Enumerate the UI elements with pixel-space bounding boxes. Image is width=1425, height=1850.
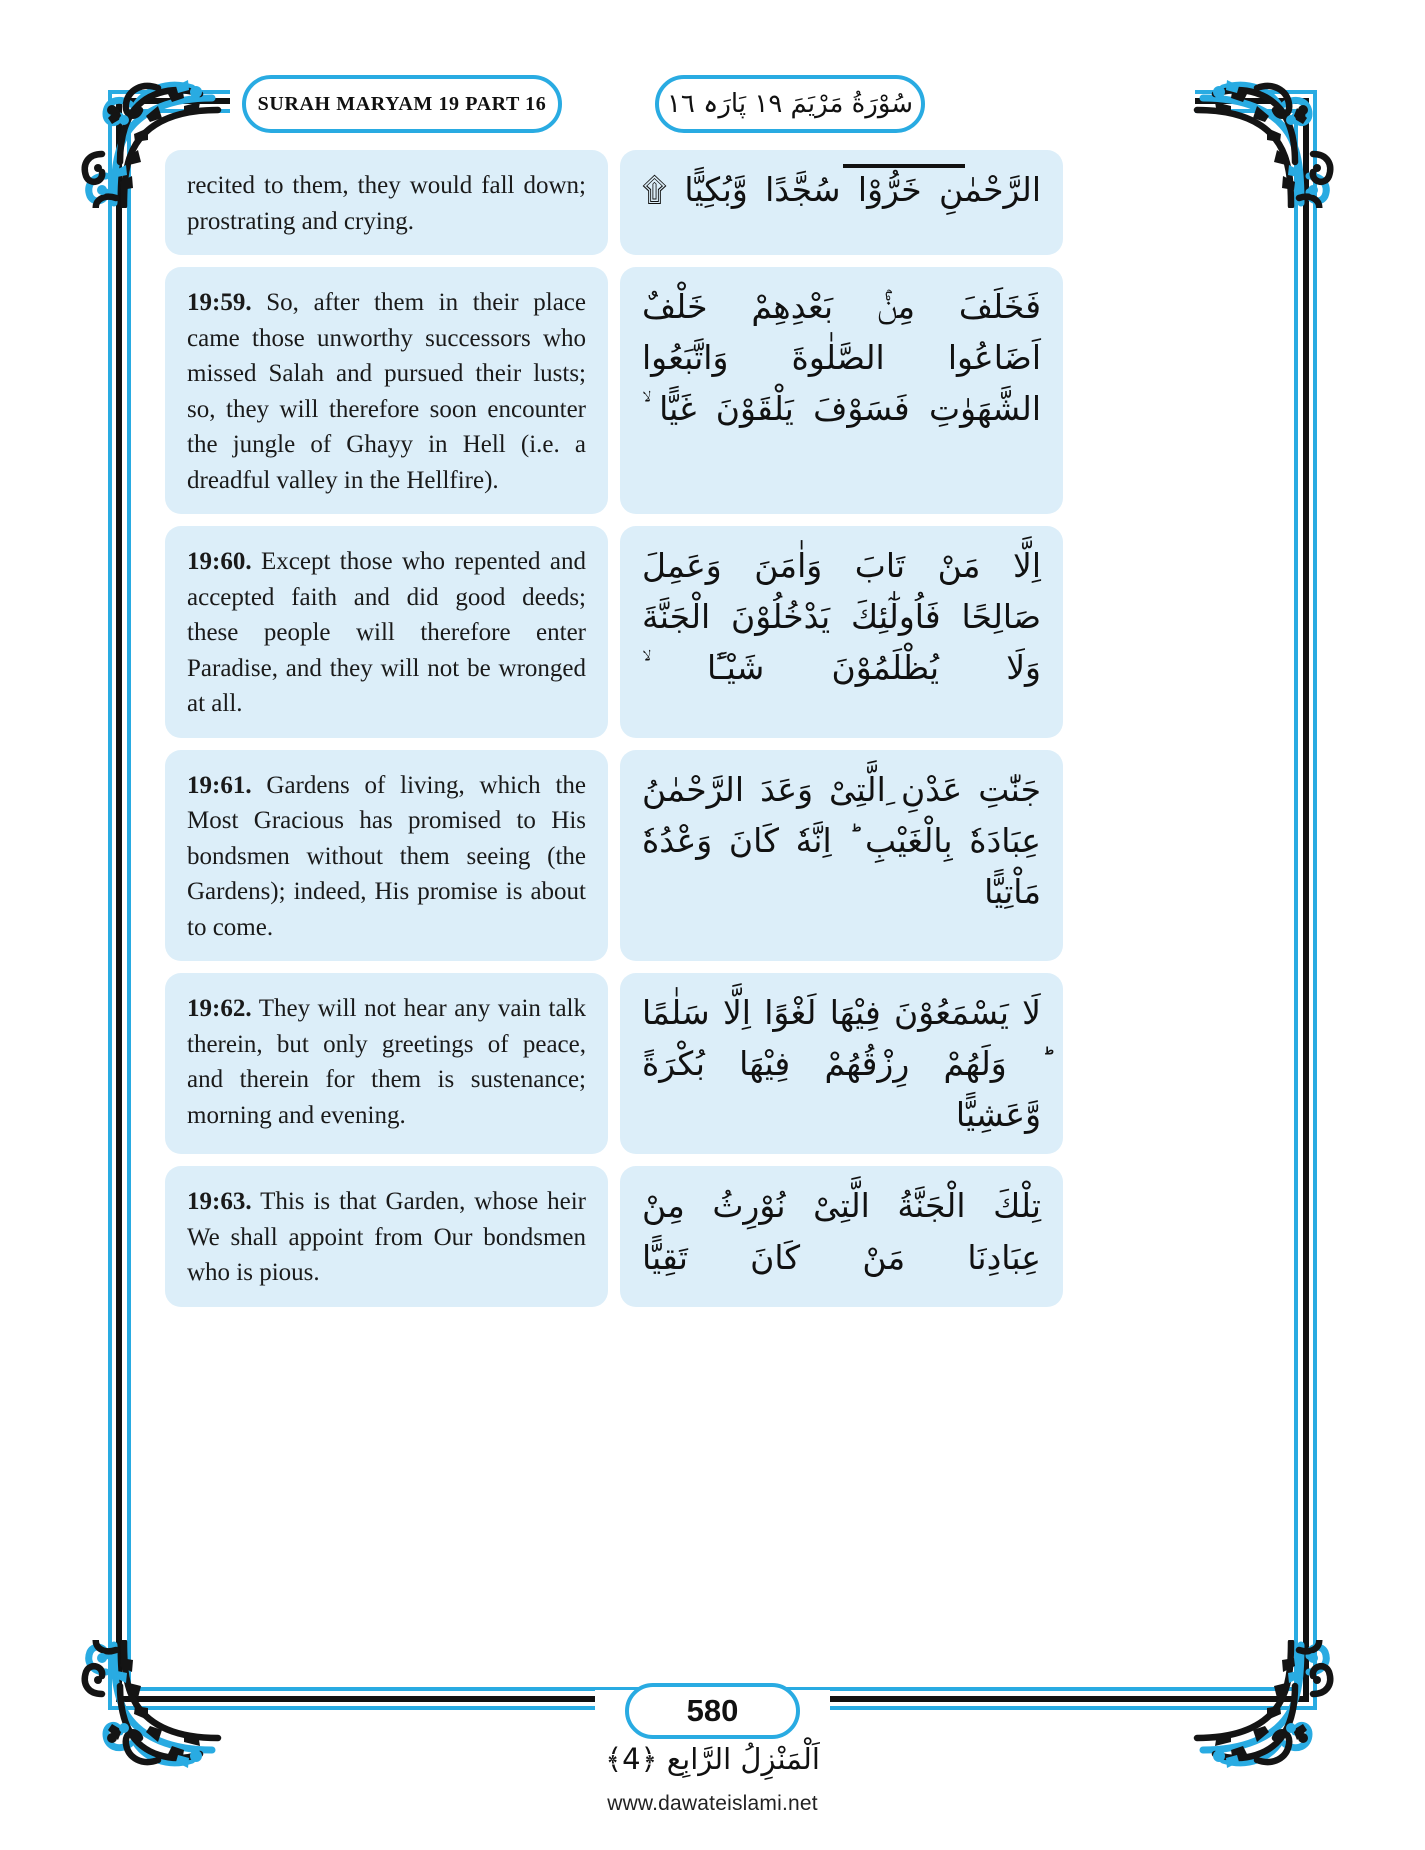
verse-translation-cell	[165, 150, 608, 255]
verse-arabic-text: الرَّحْمٰنِ خَرُّوْا سُجَّدًا وَّبُكِيًّا ۩	[642, 170, 1041, 209]
verse-number: 19:63.	[187, 1188, 252, 1216]
verse-translation-text	[187, 285, 586, 498]
verse-number: 19:62.	[187, 995, 252, 1022]
verse-translation-text	[187, 544, 586, 722]
verse-row	[165, 1166, 1255, 1307]
verse-english: recited to them, they would fall down; prostrating and crying.	[187, 172, 586, 235]
verse-row	[165, 150, 1255, 255]
website-url: www.dawateislami.net	[607, 1792, 818, 1815]
verse-translation-cell	[165, 526, 608, 738]
verse-grid	[165, 150, 1255, 1319]
verse-arabic-cell	[620, 267, 1063, 514]
verse-english: They will not hear any vain talk therein, but only greetings of peace, and therein for them is sustenance; morning and evening.	[187, 995, 586, 1129]
verse-english: This is that Garden, whose heir We shall appoint from Our bondsmen who is pious.	[187, 1188, 586, 1287]
verse-translation-cell	[165, 750, 608, 962]
verse-arabic-cell	[620, 150, 1063, 255]
verse-translation-text	[187, 991, 586, 1133]
surah-title-badge-arabic	[655, 75, 925, 133]
surah-title-english: SURAH MARYAM 19 PART 16	[257, 92, 547, 115]
verse-translation-cell	[165, 973, 608, 1154]
verse-arabic-cell	[620, 750, 1063, 962]
verse-arabic-text: اِلَّا مَنْ تَابَ وَاٰمَنَ وَعَمِلَ صَالِحًا فَاُولٰٓئِكَ يَدْخُلُوْنَ الْجَنَّةَ وَلَا يُظْلَمُوْنَ شَيْـًٔا ۙ	[642, 546, 1041, 688]
verse-row	[165, 973, 1255, 1154]
verse-arabic-text: لَا يَسْمَعُوْنَ فِيْهَا لَغْوًا اِلَّا سَلٰمًا ؕ وَلَهُمْ رِزْقُهُمْ فِيْهَا بُكْرَةً وَّعَشِيًّا	[642, 993, 1041, 1135]
verse-arabic-cell	[620, 973, 1063, 1154]
surah-title-badge-english	[242, 75, 562, 133]
verse-translation-text	[187, 1184, 586, 1291]
verse-row	[165, 750, 1255, 962]
verse-number: 19:61.	[187, 771, 252, 799]
verse-number: 19:59.	[187, 289, 252, 316]
verse-translation-text	[187, 168, 586, 239]
verse-arabic-text: جَنّٰتِ عَدْنِ ِالَّتِیْ وَعَدَ الرَّحْمٰنُ عِبَادَهٗ بِالْغَيْبِ ؕ اِنَّهٗ كَانَ وَعْدُهٗ مَاْتِيًّا	[642, 769, 1041, 911]
verse-row	[165, 526, 1255, 738]
verse-english: Except those who repented and accepted faith and did good deeds; these people will therefore enter Paradise, and they will not be wronged at all.	[187, 548, 586, 717]
verse-arabic-text: فَخَلَفَ مِنْۢ بَعْدِهِمْ خَلْفٌ اَضَاعُوا الصَّلٰوةَ وَاتَّبَعُوا الشَّهَوٰتِ فَسَوْفَ يَلْقَوْنَ غَيًّا ۙ	[642, 287, 1041, 429]
verse-translation-cell	[165, 267, 608, 514]
manzil-label: اَلْمَنْزِلُ الرَّابِع ﴿4﴾	[605, 1742, 820, 1776]
verse-row	[165, 267, 1255, 514]
verse-translation-text	[187, 768, 586, 946]
verse-english: Gardens of living, which the Most Gracious has promised to His bondsmen without them seeing (the Gardens); indeed, His promise is about to come.	[187, 771, 586, 941]
verse-arabic-cell	[620, 1166, 1063, 1307]
sajda-bar-icon	[843, 164, 965, 168]
page-number-badge: 580	[625, 1683, 800, 1739]
verse-arabic-text: تِلْكَ الْجَنَّةُ الَّتِیْ نُوْرِثُ مِنْ عِبَادِنَا مَنْ كَانَ تَقِيًّا	[642, 1186, 1041, 1277]
verse-translation-cell	[165, 1166, 608, 1307]
verse-english: So, after them in their place came those unworthy successors who missed Salah and pursued their lusts; so, they will therefore soon encounter the jungle of Ghayy in Hell (i.e. a dreadful valley in the Hellfire).	[187, 289, 586, 494]
verse-arabic-cell	[620, 526, 1063, 738]
verse-number: 19:60.	[187, 548, 252, 575]
surah-title-arabic: سُوْرَةُ مَرْيَمَ ١٩ پَارَہ ١٦	[666, 89, 914, 119]
